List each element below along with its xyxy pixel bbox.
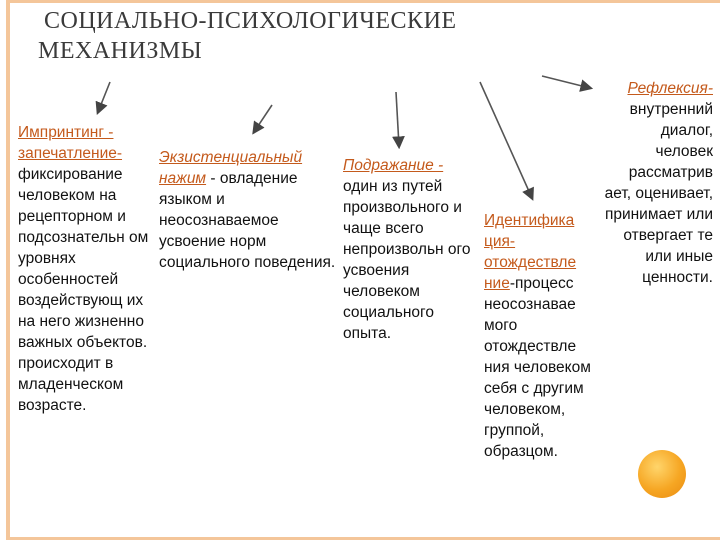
- column-imitation: [343, 155, 473, 344]
- reflection-term: Рефлексия-: [627, 80, 713, 97]
- slide-title: [38, 6, 604, 66]
- imitation-text: один из путей произвольного и чаще всего непроизвольн ого усвоения человеком социального опыта.: [343, 178, 471, 342]
- slide-frame-left: [6, 0, 10, 540]
- imprinting-text: фиксирование человеком на рецепторном и подсознательн ом уровнях особенностей воздействующ их на него жизненно важных объектов. происходит в младенческом возрасте.: [18, 166, 149, 414]
- arrow-identification: [480, 82, 532, 198]
- slide-frame-top: [6, 0, 720, 3]
- identification-term: Идентифика ция- отождествле ние: [484, 212, 577, 292]
- column-identification: [484, 210, 604, 462]
- column-reflection: [603, 78, 713, 288]
- existential-term: Экзистенциальный нажим: [159, 149, 303, 187]
- reflection-text: внутренний диалог, человек рассматрив ает, оценивает, принимает или отвергает те или иные ценности.: [604, 101, 713, 286]
- arrow-existential: [254, 105, 272, 132]
- column-imprinting: [18, 122, 158, 416]
- title-line-1: СОЦИАЛЬНО-ПСИХОЛОГИЧЕСКИЕ: [44, 8, 457, 34]
- identification-text: -процесс неосознавае мого отождествле ния человеком себя с другим человеком, группой, образцом.: [484, 275, 591, 460]
- existential-text: - овладение языком и неосознаваемое усвоение норм социального поведения.: [159, 170, 336, 271]
- arrow-reflection: [542, 76, 590, 88]
- arrow-imprinting: [98, 82, 110, 112]
- title-line-2: МЕХАНИЗМЫ: [38, 38, 203, 64]
- imprinting-term: Импринтинг - запечатление-: [18, 124, 123, 162]
- arrow-imitation: [396, 92, 399, 146]
- decorative-circle: [638, 450, 686, 498]
- imitation-term: Подражание -: [343, 157, 444, 174]
- column-existential: [159, 147, 339, 273]
